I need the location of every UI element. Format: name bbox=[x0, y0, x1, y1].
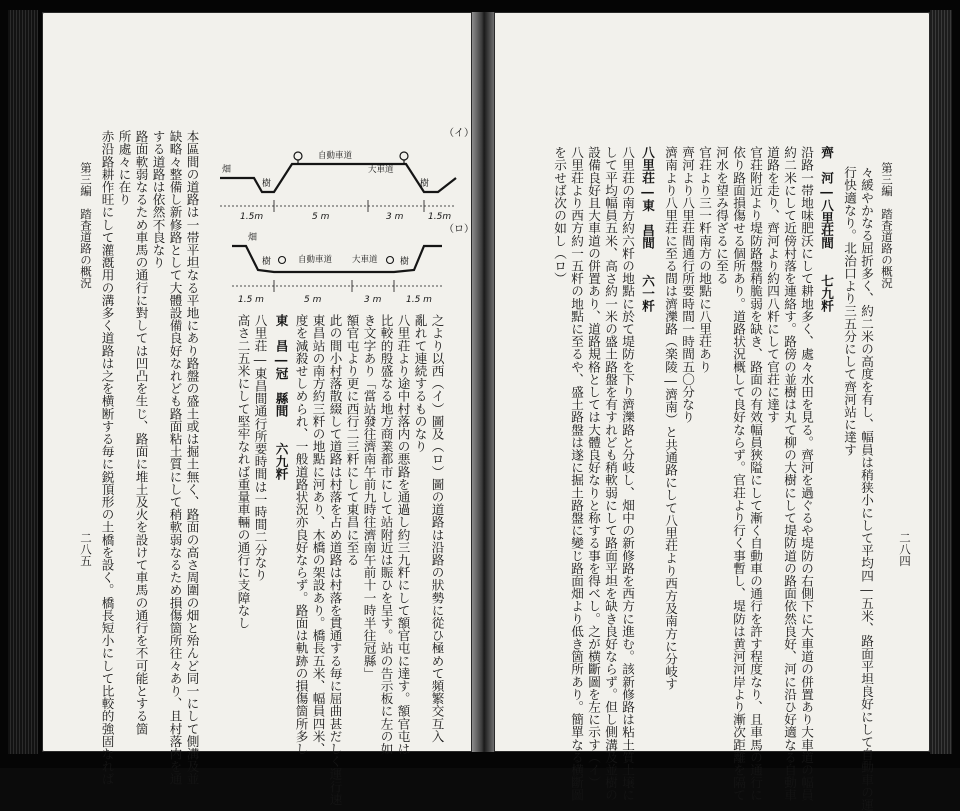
width-label: 5 m bbox=[312, 212, 330, 222]
text-line: 八里荘より西方約一五粁の地點に至るや、盛土路盤は遂に掘土路盤に變じ路面畑より低き箇所あり。簡單なる横斷圖 bbox=[569, 146, 584, 802]
figure-label-ro: （ロ） bbox=[444, 224, 474, 235]
tree-label: 樹 bbox=[420, 179, 430, 189]
text-line: 八里荘―東昌間通行所要時間は一時間二分なり bbox=[252, 314, 268, 581]
tree-icon bbox=[294, 152, 302, 160]
field-label: 畑 bbox=[248, 233, 258, 243]
text-line: 缺略々整備し新修路として大體設備良好なれども路面粘土質にして稍軟弱なるため損傷箇所往々あり、且村落内を通 bbox=[167, 130, 183, 786]
figure-label-i: （イ） bbox=[444, 128, 474, 139]
cross-section-figure-ro bbox=[232, 223, 474, 305]
text-line: 官荘附近より堤防路盤稍脆弱を缺き、路面の有效幅員狹隘にして漸く自動車の通行を許す程度なり、且車馬の通行に bbox=[748, 146, 763, 802]
width-label: 1.5 m bbox=[238, 295, 264, 305]
tree-icon bbox=[387, 257, 394, 264]
text-line: 濟南より八里荘に至る間は濟濼路（楽陵―濟南）と共通路にして八里荘より西方及南方に分岐す bbox=[663, 146, 678, 691]
text-line: 比較的殷盛なる地方商業都市にして站附近は賑ひを呈す。站の告示板に左の如 bbox=[378, 314, 394, 755]
motor-road-label: 自動車道 bbox=[318, 151, 353, 161]
text-line: する道路は依然不良なり bbox=[150, 130, 166, 269]
tree-label: 樹 bbox=[400, 257, 410, 267]
tree-label: 樹 bbox=[262, 179, 272, 189]
width-label: 3 m bbox=[386, 212, 404, 222]
text-line: 路面軟弱なるため車馬の通行に對しては凹凸を生じ、路面に堆土及火を設けて車馬の通行を不可能とする箇 bbox=[133, 130, 149, 735]
width-label: 1.5 m bbox=[406, 295, 432, 305]
section-heading: 齊 河―八里荘間 七九粁 bbox=[819, 146, 834, 313]
left-page-edges bbox=[8, 10, 38, 754]
field-label: 畑 bbox=[222, 165, 232, 175]
text-line: 度を減殺せしめられ、一般道路状況亦良好ならず。路面は軌跡の損傷箇所多し bbox=[293, 314, 309, 755]
right-page bbox=[494, 12, 930, 811]
text-line: 之より以西（イ）圖及（ロ）圖の道路は沿路の狀勢に從ひ極めて頻繁交互入 bbox=[429, 314, 445, 743]
text-line: を示せば次の如し（ロ） bbox=[552, 146, 567, 285]
left-page bbox=[42, 12, 474, 806]
text-line: 亂れて連続するものなり bbox=[412, 314, 428, 453]
left-running-header: 第三編 踏査道路の概況 bbox=[79, 162, 93, 289]
text-line: 此の間小村落散綴して道路は村落を占め道路は村落を貫通する毎に屈曲甚だしく運行速 bbox=[327, 314, 343, 806]
text-line: 行快適なり。北治口より三五分にして齊河站に達す bbox=[842, 166, 857, 456]
motor-road-label: 自動車道 bbox=[298, 255, 333, 265]
cross-section-figures bbox=[218, 122, 474, 312]
tree-label: 樹 bbox=[262, 257, 272, 267]
width-label: 5 m bbox=[304, 295, 322, 305]
cart-road-label: 大車道 bbox=[368, 165, 394, 175]
text-line: 本區間の道路は一帯平坦なる平地にあり路盤の盛土或は掘土無く、路面の高さ周圍の畑と殆んど同一にして側溝及並 bbox=[184, 130, 200, 786]
text-line: 赤沿路耕作旺にして灌漑用の溝多く道路は之を横断する毎に鋭頂形の土橋を設く。橋長短小にして比較的強固なれば bbox=[99, 130, 115, 786]
text-line: 河水を望み得ざるに至る bbox=[714, 146, 729, 285]
right-page-edges bbox=[930, 10, 952, 754]
text-line: 約二米にして近傍村落を連絡す。路傍の並樹は丸て柳の大樹にして堤防道の路面依然良好、河に沿ひ好適なる自動車 bbox=[782, 146, 797, 802]
section-heading: 八里荘―東 昌間 六一粁 bbox=[640, 146, 655, 313]
text-line: 八里荘の南方約六粁の地點に於て堤防を下り濟濼路と分岐し、畑中の新修路を西方に進む。該新修路は粘土質土壌に bbox=[620, 146, 635, 802]
width-label: 1.5m bbox=[240, 212, 264, 222]
text-line: して平均幅員五米、高さ約一米の盛土路盤を有すれども稍軟弱にして路面平坦を缺き良好ならず。但し側溝及並樹の bbox=[603, 146, 618, 802]
text-line: 額官屯より更に西行二三粁にして東昌に至る bbox=[344, 314, 360, 566]
cross-section-figure-i bbox=[220, 127, 474, 222]
book-gutter bbox=[472, 12, 494, 752]
right-running-header: 第三編 踏査道路の概況 bbox=[880, 162, 894, 289]
text-line: 道路を走り、齊河より約四八粁にして官荘に達す bbox=[765, 146, 780, 424]
text-line: 沿路一帯地味肥沃にして耕地多く、處々水田を見る。齊河を過ぐるや堤防の右側下に大車道の併置あり大車道の幅員 bbox=[799, 146, 814, 802]
text-line: 八里荘より途中村落内の悪路を通過し約三九粁にして額官屯に達す。額官屯は bbox=[395, 314, 411, 755]
width-label: 3 m bbox=[364, 295, 382, 305]
left-page-number: 二八五 bbox=[79, 532, 93, 567]
tree-icon bbox=[400, 152, 408, 160]
text-line: 東昌站の南方約三粁の地點に河あり、木橋の架設あり。橋長五米、幅員四米、 bbox=[310, 314, 326, 755]
right-page-number: 二八四 bbox=[898, 532, 912, 567]
text-line: 官荘より三一粁南方の地點に八里荘あり bbox=[697, 146, 712, 373]
text-line: 高さ二五米にして堅牢なれば重量車輛の通行に支障なし bbox=[235, 314, 251, 629]
text-line: 設備良好且大車道の併置あり、道路規格としては大體良好なりと称する事を得べし。之が横斷圖を左に示す（イ） bbox=[586, 146, 601, 789]
text-line: 齊河より八里荘間通行所要時間一時間五〇分なり bbox=[680, 146, 695, 424]
cart-road-label: 大車道 bbox=[352, 255, 378, 265]
tree-icon bbox=[279, 257, 286, 264]
text-line: 所處々に在り bbox=[116, 130, 132, 206]
section-heading: 東 昌―冠 縣間 六九粁 bbox=[273, 314, 289, 481]
text-line: 々緩やかなる屈折多く、約二米の高度を有し、幅員は稍狭小にして平均四―五米、路面平坦良好にして自動車の運 bbox=[859, 166, 874, 811]
text-line: き文字あり「當站發往濟南午前九時往濟南午前十一時半往冠縣」 bbox=[361, 314, 377, 680]
width-label: 1.5m bbox=[428, 212, 452, 222]
text-line: 依り路面損傷せる個所あり。道路状況概して良好ならず。官荘より行く事暫し、堤防は黄河河岸より漸次距離を隔て bbox=[731, 146, 746, 802]
